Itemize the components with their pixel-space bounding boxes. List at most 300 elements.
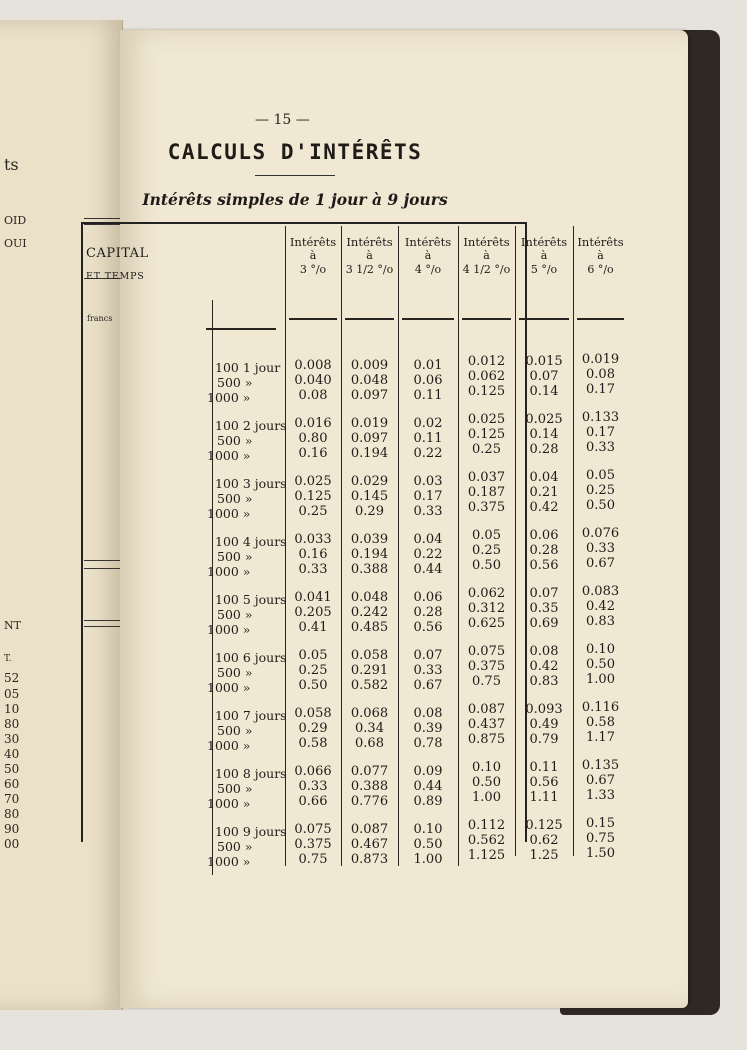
row-label-line: 500 » bbox=[217, 781, 253, 796]
row-label-line: 1000 » bbox=[207, 854, 251, 869]
column-header bbox=[458, 235, 515, 277]
column-header-line: Intérêts bbox=[289, 235, 337, 249]
table-cell bbox=[515, 470, 573, 515]
table-cell-value: 0.125 bbox=[467, 384, 506, 399]
table-cell-value: 0.08 bbox=[298, 388, 328, 403]
row-label bbox=[207, 766, 285, 811]
table-cell-value: 0.83 bbox=[529, 674, 559, 689]
table-cell-value: 0.49 bbox=[529, 717, 559, 732]
row-label-line: 1000 » bbox=[207, 796, 251, 811]
table-cell bbox=[341, 358, 398, 403]
table-cell-value: 0.025 bbox=[525, 412, 563, 427]
table-cell-value: 0.582 bbox=[350, 678, 389, 693]
table-cell-value: 0.06 bbox=[413, 373, 443, 388]
table-cell-value: 0.68 bbox=[355, 736, 384, 751]
table-cell bbox=[515, 354, 573, 399]
table-cell-value: 1.50 bbox=[586, 846, 615, 861]
column-header-underline bbox=[402, 318, 454, 320]
left-page-fragment: 05 bbox=[4, 687, 20, 701]
table-cell bbox=[458, 760, 515, 805]
table-cell-value: 0.29 bbox=[298, 721, 328, 736]
table-cell-value: 0.312 bbox=[467, 601, 506, 616]
table-cell-value: 0.01 bbox=[413, 358, 443, 373]
table-cell-value: 0.087 bbox=[467, 702, 506, 717]
table-cell-value: 0.16 bbox=[298, 547, 328, 562]
table-cell bbox=[573, 816, 628, 861]
table-cell-value: 0.012 bbox=[467, 354, 506, 369]
column-header bbox=[285, 235, 341, 277]
table-cell-value: 0.83 bbox=[586, 614, 615, 629]
table-cell bbox=[515, 760, 573, 805]
left-page-fragment: 30 bbox=[4, 732, 20, 746]
row-label-line: 100 2 jours bbox=[215, 418, 287, 433]
table-cell bbox=[398, 822, 458, 867]
table-cell bbox=[398, 764, 458, 809]
left-page-rule bbox=[84, 218, 122, 219]
left-page-fragment: OID bbox=[4, 214, 27, 227]
table-cell bbox=[341, 822, 398, 867]
table-cell bbox=[458, 528, 515, 573]
left-page-fragment: 80 bbox=[4, 717, 20, 731]
table-cell-value: 0.485 bbox=[350, 620, 389, 635]
column-header-line: à bbox=[309, 249, 317, 262]
table-cell-value: 0.17 bbox=[413, 489, 443, 504]
table-cell-value: 0.016 bbox=[294, 416, 332, 431]
table-cell bbox=[285, 648, 341, 693]
table-cell-value: 0.07 bbox=[413, 648, 443, 663]
table-cell-value: 0.07 bbox=[529, 369, 559, 384]
table-cell-value: 0.75 bbox=[298, 852, 328, 867]
table-cell bbox=[573, 584, 628, 629]
table-cell-value: 0.66 bbox=[298, 794, 328, 809]
table-cell-value: 0.04 bbox=[529, 470, 559, 485]
table-cell-value: 0.08 bbox=[413, 706, 443, 721]
column-header-line: Intérêts bbox=[346, 235, 393, 249]
table-cell-value: 0.08 bbox=[586, 367, 615, 382]
table-cell-value: 0.076 bbox=[581, 526, 620, 541]
left-page-fragment: 80 bbox=[4, 807, 20, 821]
table-cell-value: 0.28 bbox=[529, 442, 559, 457]
table-cell-value: 0.25 bbox=[472, 543, 501, 558]
table-cell-value: 0.008 bbox=[294, 358, 332, 373]
table-cell-value: 0.058 bbox=[294, 706, 332, 721]
table-cell-value: 0.78 bbox=[413, 736, 443, 751]
table-cell-value: 0.50 bbox=[298, 678, 328, 693]
table-cell-value: 0.05 bbox=[586, 468, 615, 483]
table-cell bbox=[515, 586, 573, 631]
left-page-fragment: 40 bbox=[4, 747, 20, 761]
table-cell-value: 0.44 bbox=[413, 779, 443, 794]
table-cell-value: 1.33 bbox=[586, 788, 615, 803]
row-label-line: 500 » bbox=[217, 375, 253, 390]
column-header-line: 5 °/o bbox=[530, 263, 558, 276]
row-label-line: 500 » bbox=[217, 665, 253, 680]
column-header-line: à bbox=[483, 249, 490, 262]
row-label bbox=[207, 708, 285, 753]
table-cell-value: 0.04 bbox=[413, 532, 443, 547]
table-cell-value: 0.058 bbox=[350, 648, 389, 663]
table-cell-value: 1.00 bbox=[413, 852, 443, 867]
table-cell-value: 0.67 bbox=[413, 678, 443, 693]
table-cell bbox=[398, 590, 458, 635]
table-cell-value: 0.06 bbox=[413, 590, 443, 605]
table-cell bbox=[458, 586, 515, 631]
table-cell-value: 0.033 bbox=[294, 532, 332, 547]
table-cell bbox=[515, 702, 573, 747]
table-cell-value: 0.05 bbox=[298, 648, 328, 663]
table-cell bbox=[285, 416, 341, 461]
column-header-line: 4 °/o bbox=[414, 263, 442, 276]
left-page-fragment: 70 bbox=[4, 792, 20, 806]
table-cell-value: 0.776 bbox=[350, 794, 389, 809]
row-label-line: 1000 » bbox=[207, 738, 251, 753]
table-cell-value: 1.11 bbox=[529, 790, 559, 805]
table-cell-value: 0.066 bbox=[294, 764, 332, 779]
table-cell bbox=[458, 354, 515, 399]
table-cell-value: 0.11 bbox=[413, 388, 443, 403]
table-cell-value: 0.08 bbox=[529, 644, 559, 659]
capital-header-line1: CAPITAL bbox=[86, 246, 149, 261]
table-cell-value: 0.28 bbox=[413, 605, 443, 620]
table-cell-value: 0.009 bbox=[350, 358, 389, 373]
row-label bbox=[207, 476, 285, 521]
column-header-line: 4 1/2 °/o bbox=[462, 263, 511, 276]
table-cell bbox=[341, 764, 398, 809]
table-cell-value: 0.025 bbox=[294, 474, 332, 489]
table-cell-value: 0.388 bbox=[350, 779, 389, 794]
table-cell-value: 0.62 bbox=[529, 833, 559, 848]
row-label-line: 1000 » bbox=[207, 448, 251, 463]
table-cell-value: 0.075 bbox=[467, 644, 506, 659]
table-cell-value: 1.00 bbox=[472, 790, 501, 805]
row-label bbox=[207, 650, 285, 695]
table-cell bbox=[398, 358, 458, 403]
table-cell-value: 0.42 bbox=[586, 599, 615, 614]
table-cell bbox=[458, 818, 515, 863]
row-label bbox=[207, 418, 285, 463]
table-cell-value: 0.048 bbox=[350, 590, 389, 605]
row-label-line: 1000 » bbox=[207, 390, 251, 405]
table-cell-value: 0.75 bbox=[586, 831, 615, 846]
table-cell-value: 0.07 bbox=[529, 586, 559, 601]
row-label-line: 100 5 jours bbox=[215, 592, 287, 607]
table-cell-value: 0.205 bbox=[294, 605, 332, 620]
table-cell-value: 0.625 bbox=[467, 616, 506, 631]
table-cell-value: 0.05 bbox=[472, 528, 501, 543]
row-label-line: 500 » bbox=[217, 723, 253, 738]
row-label-line: 100 6 jours bbox=[215, 650, 287, 665]
left-page-fragment: OUI bbox=[4, 237, 27, 250]
column-header bbox=[398, 235, 458, 277]
table-cell bbox=[285, 474, 341, 519]
page-title: CALCULS D'INTÉRÊTS bbox=[167, 140, 423, 164]
table-cell bbox=[573, 758, 628, 803]
table-cell-value: 0.562 bbox=[467, 833, 506, 848]
table-cell bbox=[285, 532, 341, 577]
table-cell bbox=[398, 648, 458, 693]
table-cell-value: 0.25 bbox=[472, 442, 501, 457]
row-label-line: 500 » bbox=[217, 433, 253, 448]
table-cell-value: 0.80 bbox=[298, 431, 328, 446]
table-cell-value: 0.09 bbox=[413, 764, 443, 779]
table-cell-value: 0.33 bbox=[298, 562, 328, 577]
page-subtitle: Intérêts simples de 1 jour à 9 jours bbox=[142, 190, 448, 209]
table-cell-value: 0.291 bbox=[350, 663, 389, 678]
table-cell bbox=[341, 648, 398, 693]
table-cell-value: 0.67 bbox=[586, 556, 615, 571]
table-cell-value: 0.17 bbox=[586, 382, 615, 397]
table-cell-value: 0.03 bbox=[413, 474, 443, 489]
table-cell-value: 0.187 bbox=[467, 485, 506, 500]
left-page-fragment: NT bbox=[4, 619, 21, 632]
table-cell-value: 0.56 bbox=[529, 558, 559, 573]
table-cell-value: 0.06 bbox=[529, 528, 559, 543]
table-cell-value: 0.39 bbox=[413, 721, 443, 736]
table-cell-value: 0.10 bbox=[413, 822, 443, 837]
row-label-line: 100 7 jours bbox=[215, 708, 287, 723]
table-cell-value: 0.75 bbox=[472, 674, 501, 689]
table-cell-value: 0.112 bbox=[467, 818, 506, 833]
table-cell-value: 0.16 bbox=[298, 446, 328, 461]
table-cell-value: 0.025 bbox=[467, 412, 506, 427]
table-cell bbox=[458, 412, 515, 457]
column-header-underline bbox=[577, 318, 624, 320]
table-cell-value: 0.58 bbox=[586, 715, 615, 730]
table-cell bbox=[285, 590, 341, 635]
table-cell-value: 0.062 bbox=[467, 369, 506, 384]
column-header-line: Intérêts bbox=[463, 235, 510, 249]
column-header-line: à bbox=[424, 249, 432, 262]
table-cell-value: 0.093 bbox=[525, 702, 563, 717]
table-cell bbox=[285, 706, 341, 751]
table-cell-value: 0.388 bbox=[350, 562, 389, 577]
table-cell-value: 0.10 bbox=[472, 760, 501, 775]
row-label-line: 1000 » bbox=[207, 564, 251, 579]
row-label-line: 500 » bbox=[217, 491, 253, 506]
table-cell-value: 0.34 bbox=[355, 721, 384, 736]
table-cell bbox=[341, 706, 398, 751]
table-cell bbox=[515, 412, 573, 457]
row-label-line: 1000 » bbox=[207, 680, 251, 695]
table-cell-value: 0.019 bbox=[581, 352, 620, 367]
left-page-fragment: ts bbox=[4, 155, 19, 174]
column-header-underline bbox=[462, 318, 511, 320]
table-cell bbox=[573, 468, 628, 513]
table-cell-value: 0.135 bbox=[581, 758, 620, 773]
left-page-fragment: 60 bbox=[4, 777, 20, 791]
table-cell bbox=[398, 416, 458, 461]
table-cell-value: 0.41 bbox=[298, 620, 328, 635]
table-cell-value: 0.21 bbox=[529, 485, 559, 500]
table-cell-value: 0.29 bbox=[355, 504, 384, 519]
table-cell bbox=[458, 470, 515, 515]
page-number: — 15 — bbox=[255, 112, 310, 128]
row-label-line: 100 1 jour bbox=[215, 360, 281, 375]
table-cell-value: 0.375 bbox=[294, 837, 332, 852]
table-cell-value: 0.17 bbox=[586, 425, 615, 440]
table-cell-value: 0.25 bbox=[298, 504, 328, 519]
row-label-line: 500 » bbox=[217, 839, 253, 854]
table-cell-value: 0.041 bbox=[294, 590, 332, 605]
table-cell bbox=[398, 532, 458, 577]
table-cell-value: 0.14 bbox=[529, 427, 559, 442]
table-cell-value: 0.11 bbox=[413, 431, 443, 446]
table-cell-value: 0.11 bbox=[529, 760, 559, 775]
capital-header-underline bbox=[206, 328, 276, 330]
table-cell-value: 0.89 bbox=[413, 794, 443, 809]
table-cell-value: 0.116 bbox=[581, 700, 620, 715]
table-cell-value: 0.068 bbox=[350, 706, 389, 721]
column-header-underline bbox=[345, 318, 394, 320]
table-cell-value: 0.50 bbox=[586, 498, 615, 513]
capital-header bbox=[86, 246, 162, 282]
table-cell-value: 0.35 bbox=[529, 601, 559, 616]
table-cell-value: 0.375 bbox=[467, 500, 506, 515]
table-cell bbox=[515, 528, 573, 573]
table-cell-value: 0.14 bbox=[529, 384, 559, 399]
row-label bbox=[207, 824, 285, 869]
table-cell-value: 0.194 bbox=[350, 547, 389, 562]
table-cell-value: 0.25 bbox=[586, 483, 615, 498]
column-header-line: 3 °/o bbox=[299, 263, 327, 276]
column-header-underline bbox=[519, 318, 569, 320]
table-cell bbox=[573, 526, 628, 571]
column-header-line: Intérêts bbox=[577, 235, 624, 249]
table-cell-value: 0.075 bbox=[294, 822, 332, 837]
table-cell-value: 0.145 bbox=[350, 489, 389, 504]
table-cell-value: 0.44 bbox=[413, 562, 443, 577]
table-cell-value: 0.50 bbox=[472, 558, 501, 573]
table-cell-value: 0.69 bbox=[529, 616, 559, 631]
title-underline bbox=[255, 175, 335, 176]
table-cell bbox=[573, 642, 628, 687]
table-cell-value: 0.467 bbox=[350, 837, 389, 852]
table-cell bbox=[341, 474, 398, 519]
table-cell-value: 0.242 bbox=[350, 605, 389, 620]
table-cell-value: 0.50 bbox=[472, 775, 501, 790]
francs-label: francs bbox=[87, 314, 113, 323]
column-header bbox=[515, 235, 573, 277]
table-cell bbox=[398, 706, 458, 751]
column-header-line: 6 °/o bbox=[587, 263, 614, 276]
table-cell bbox=[573, 410, 628, 455]
left-page-fragment: 00 bbox=[4, 837, 20, 851]
left-page-fragment: 52 bbox=[4, 671, 20, 685]
row-label-line: 500 » bbox=[217, 607, 253, 622]
table-cell-value: 0.873 bbox=[350, 852, 389, 867]
column-header-line: 3 1/2 °/o bbox=[345, 263, 394, 276]
table-cell-value: 0.039 bbox=[350, 532, 389, 547]
table-cell-value: 0.019 bbox=[350, 416, 389, 431]
table-cell-value: 0.42 bbox=[529, 659, 559, 674]
row-label bbox=[207, 592, 285, 637]
table-cell-value: 0.040 bbox=[294, 373, 332, 388]
table-cell-value: 0.375 bbox=[467, 659, 506, 674]
column-header bbox=[573, 235, 628, 277]
table-cell-value: 1.00 bbox=[586, 672, 615, 687]
left-page-fragment: 90 bbox=[4, 822, 20, 836]
table-cell-value: 0.02 bbox=[413, 416, 443, 431]
row-label-line: 100 4 jours bbox=[215, 534, 287, 549]
table-cell-value: 0.125 bbox=[467, 427, 506, 442]
table-cell-value: 0.133 bbox=[581, 410, 620, 425]
table-cell-value: 0.33 bbox=[586, 541, 615, 556]
table-cell-value: 0.10 bbox=[586, 642, 615, 657]
table-cell-value: 0.037 bbox=[467, 470, 506, 485]
table-cell bbox=[458, 644, 515, 689]
table-cell bbox=[285, 358, 341, 403]
table-cell-value: 0.67 bbox=[586, 773, 615, 788]
table-cell-value: 0.048 bbox=[350, 373, 389, 388]
table-cell bbox=[515, 644, 573, 689]
table-cell-value: 0.015 bbox=[525, 354, 563, 369]
table-cell-value: 0.083 bbox=[581, 584, 620, 599]
table-cell-value: 0.33 bbox=[586, 440, 615, 455]
table-cell-value: 0.15 bbox=[586, 816, 615, 831]
table-cell-value: 0.22 bbox=[413, 547, 443, 562]
table-cell bbox=[341, 532, 398, 577]
table-cell-value: 0.125 bbox=[525, 818, 563, 833]
row-label-line: 500 » bbox=[217, 549, 253, 564]
row-label-line: 1000 » bbox=[207, 622, 251, 637]
table-cell-value: 1.125 bbox=[467, 848, 506, 863]
table-cell-value: 0.062 bbox=[467, 586, 506, 601]
table-cell-value: 0.125 bbox=[294, 489, 332, 504]
column-header-line: Intérêts bbox=[404, 235, 452, 249]
table-cell bbox=[573, 700, 628, 745]
table-cell-value: 0.42 bbox=[529, 500, 559, 515]
table-cell-value: 0.077 bbox=[350, 764, 389, 779]
table-cell bbox=[573, 352, 628, 397]
table-cell-value: 1.17 bbox=[586, 730, 615, 745]
row-label-line: 100 8 jours bbox=[215, 766, 287, 781]
table-cell bbox=[285, 764, 341, 809]
row-label-line: 100 3 jours bbox=[215, 476, 287, 491]
table-cell-value: 0.087 bbox=[350, 822, 389, 837]
table-cell bbox=[341, 416, 398, 461]
column-header-line: à bbox=[366, 249, 373, 262]
table-cell-value: 0.22 bbox=[413, 446, 443, 461]
table-cell bbox=[515, 818, 573, 863]
column-header-line: à bbox=[540, 249, 548, 262]
table-cell-value: 0.79 bbox=[529, 732, 559, 747]
left-page-fragment: 10 bbox=[4, 702, 20, 716]
table-cell-value: 0.194 bbox=[350, 446, 389, 461]
table-cell-value: 0.33 bbox=[413, 663, 443, 678]
table-cell-value: 0.50 bbox=[413, 837, 443, 852]
column-header-line: à bbox=[597, 249, 604, 262]
left-page-fragment: 50 bbox=[4, 762, 20, 776]
table-cell bbox=[458, 702, 515, 747]
capital-header-line2: ET TEMPS bbox=[86, 271, 145, 282]
table-cell bbox=[285, 822, 341, 867]
table-cell-value: 0.097 bbox=[350, 431, 389, 446]
column-header-line: Intérêts bbox=[520, 235, 568, 249]
row-label bbox=[207, 534, 285, 579]
table-cell-value: 0.28 bbox=[529, 543, 559, 558]
table-cell-value: 0.097 bbox=[350, 388, 389, 403]
table-cell-value: 0.58 bbox=[298, 736, 328, 751]
table-cell-value: 1.25 bbox=[529, 848, 559, 863]
table-cell bbox=[398, 474, 458, 519]
table-cell-value: 0.875 bbox=[467, 732, 506, 747]
table-cell-value: 0.33 bbox=[413, 504, 443, 519]
table-cell bbox=[341, 590, 398, 635]
row-label-line: 100 9 jours bbox=[215, 824, 287, 839]
table-cell-value: 0.029 bbox=[350, 474, 389, 489]
table-cell-value: 0.437 bbox=[467, 717, 506, 732]
table-cell-value: 0.33 bbox=[298, 779, 328, 794]
